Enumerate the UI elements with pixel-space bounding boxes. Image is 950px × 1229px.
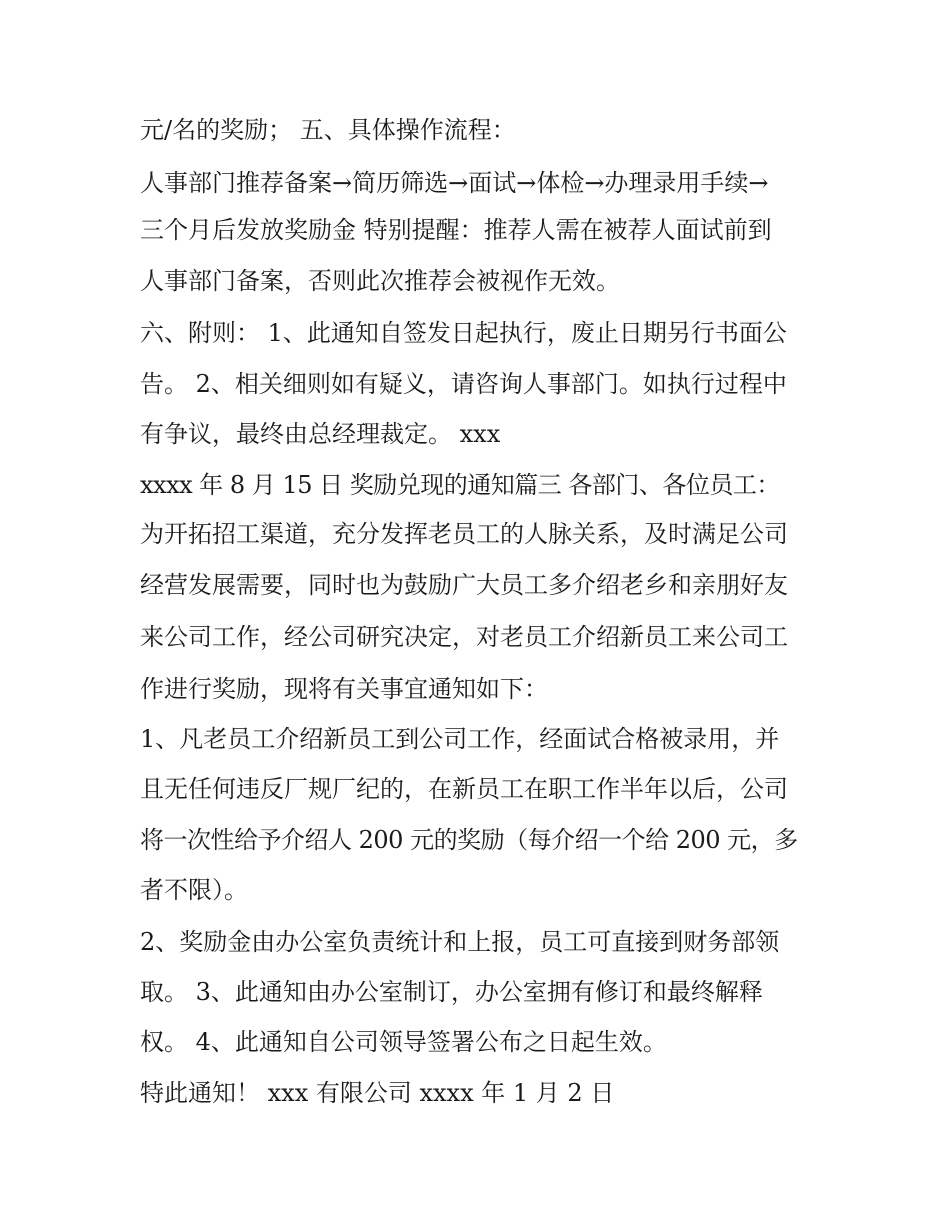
text-line-5: 六、附则： 1、此通知自签发日起执行，废止日期另行书面公 xyxy=(140,319,787,347)
text-line-15: 将一次性给予介绍人 200 元的奖励（每介绍一个给 200 元，多 xyxy=(140,826,798,854)
text-line-16: 者不限）。 xyxy=(140,876,248,904)
text-line-9: 为开拓招工渠道，充分发挥老员工的人脉关系，及时满足公司 xyxy=(140,520,788,548)
text-line-7: 有争议，最终由总经理裁定。 xxx xyxy=(140,420,501,448)
text-line-19: 权。 4、此通知自公司领导签署公布之日起生效。 xyxy=(140,1028,667,1056)
text-line-11: 来公司工作，经公司研究决定，对老员工介绍新员工来公司工 xyxy=(140,623,788,651)
text-line-17: 2、奖励金由办公室负责统计和上报，员工可直接到财务部领 xyxy=(140,928,780,956)
text-line-12: 作进行奖励，现将有关事宜通知如下： xyxy=(140,675,548,703)
text-line-10: 经营发展需要，同时也为鼓励广大员工多介绍老乡和亲朋好友 xyxy=(140,571,788,599)
text-line-6: 告。 2、相关细则如有疑义，请咨询人事部门。如执行过程中 xyxy=(140,370,787,398)
text-line-13: 1、凡老员工介绍新员工到公司工作，经面试合格被录用，并 xyxy=(140,725,780,753)
text-line-14: 且无任何违反厂规厂纪的，在新员工在职工作半年以后，公司 xyxy=(140,775,788,803)
text-line-4: 人事部门备案，否则此次推荐会被视作无效。 xyxy=(140,267,620,295)
text-line-3: 三个月后发放奖励金 特别提醒：推荐人需在被荐人面试前到 xyxy=(140,216,772,244)
text-line-1: 元/名的奖励； 五、具体操作流程： xyxy=(140,116,516,144)
text-line-20: 特此通知！ xxx 有限公司 xxxx 年 1 月 2 日 xyxy=(140,1079,615,1107)
text-line-2: 人事部门推荐备案→简历筛选→面试→体检→办理录用手续→ xyxy=(140,169,769,197)
text-line-18: 取。 3、此通知由办公室制订，办公室拥有修订和最终解释 xyxy=(140,978,763,1006)
text-line-8: xxxx 年 8 月 15 日 奖励兑现的通知篇三 各部门、各位员工： xyxy=(140,471,780,499)
